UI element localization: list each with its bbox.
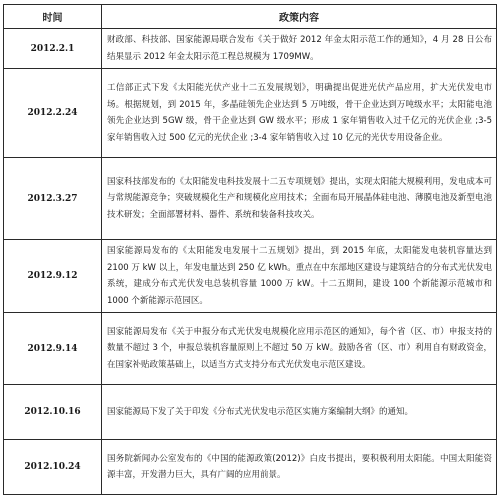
row-date: 2012.9.14 <box>4 313 102 385</box>
header-time: 时间 <box>4 5 102 29</box>
row-content <box>102 240 497 313</box>
table-header-row <box>4 5 497 29</box>
table-row <box>4 313 497 385</box>
row-content <box>102 158 497 240</box>
table-row <box>4 440 497 495</box>
table-row <box>4 385 497 440</box>
row-content <box>102 29 497 69</box>
table-row <box>4 29 497 69</box>
row-content-text: 国务院新闻办公室发布的《中国的能源政策(2012)》白皮书提出，要积极利用太阳能。中国太阳能资源丰富，开发潜力巨大，具有广阔的应用前景。 <box>107 453 492 480</box>
row-content <box>102 440 497 495</box>
table-row <box>4 69 497 158</box>
header-content: 政策内容 <box>102 5 497 29</box>
row-date: 2012.10.24 <box>4 440 102 495</box>
row-date: 2012.9.12 <box>4 240 102 313</box>
row-content-text: 工信部正式下发《太阳能光伏产业十二五发展规划》，明确提出促进光伏产品应用，扩大光伏发电市场。根据规划，到 2015 年，多晶硅领先企业达到 5 万吨级，骨干企业达到万吨级水平；太阳能电池领先企业达到 5GW 级，骨干企业达到 GW 级水平；形成 1 家年销售收入过千亿元的光伏企业 ;3-5 家年销售收入过 500 亿元的光伏企业 ;3-4 家年销售收入过 10 亿元的光伏专用设备企业。 <box>107 83 492 143</box>
row-content <box>102 69 497 158</box>
row-date: 2012.10.16 <box>4 385 102 440</box>
row-date: 2012.3.27 <box>4 158 102 240</box>
policy-table <box>3 4 497 495</box>
row-date: 2012.2.1 <box>4 29 102 69</box>
row-date: 2012.2.24 <box>4 69 102 158</box>
table-row <box>4 158 497 240</box>
row-content-text: 国家能源局发布的《太阳能发电发展十二五规划》提出，到 2015 年底，太阳能发电装机容量达到 2100 万 kW 以上，年发电量达到 250 亿 kWh。重点在中东部地区建设与建筑结合的分布式光伏发电系统，建成分布式光伏发电总装机容量 1000 万 kW。十二五期间，建设 100 个新能源示范城市和 1000 个新能源示范园区。 <box>107 246 492 306</box>
row-content <box>102 313 497 385</box>
row-content-text: 国家能源局下发了关于印发《分布式光伏发电示范区实施方案编制大纲》的通知。 <box>107 406 414 417</box>
row-content-text: 国家能源局发布《关于申报分布式光伏发电规模化应用示范区的通知》，每个省（区、市）申报支持的数量不超过 3 个，申报总装机容量原则上不超过 50 万 kW。鼓励各省（区、市）利用自有财政资金，在国家补贴政策基础上，以适当方式支持分布式光伏发电示范区建设。 <box>107 326 492 370</box>
row-content <box>102 385 497 440</box>
row-content-text: 财政部、科技部、国家能源局联合发布《关于做好 2012 年金太阳示范工作的通知》，4 月 28 日公布结果显示 2012 年金太阳示范工程总规模为 1709MW。 <box>107 35 492 62</box>
row-content-text: 国家科技部发布的《太阳能发电科技发展十二五专项规划》提出，实现太阳能大规模利用，发电成本可与常规能源竞争；突破规模化生产和规模化应用技术；全面布局开展晶体硅电池、薄膜电池及新型电池技术研发；全面部署材料、器件、系统和装备科技攻关。 <box>107 176 492 220</box>
table-row <box>4 240 497 313</box>
